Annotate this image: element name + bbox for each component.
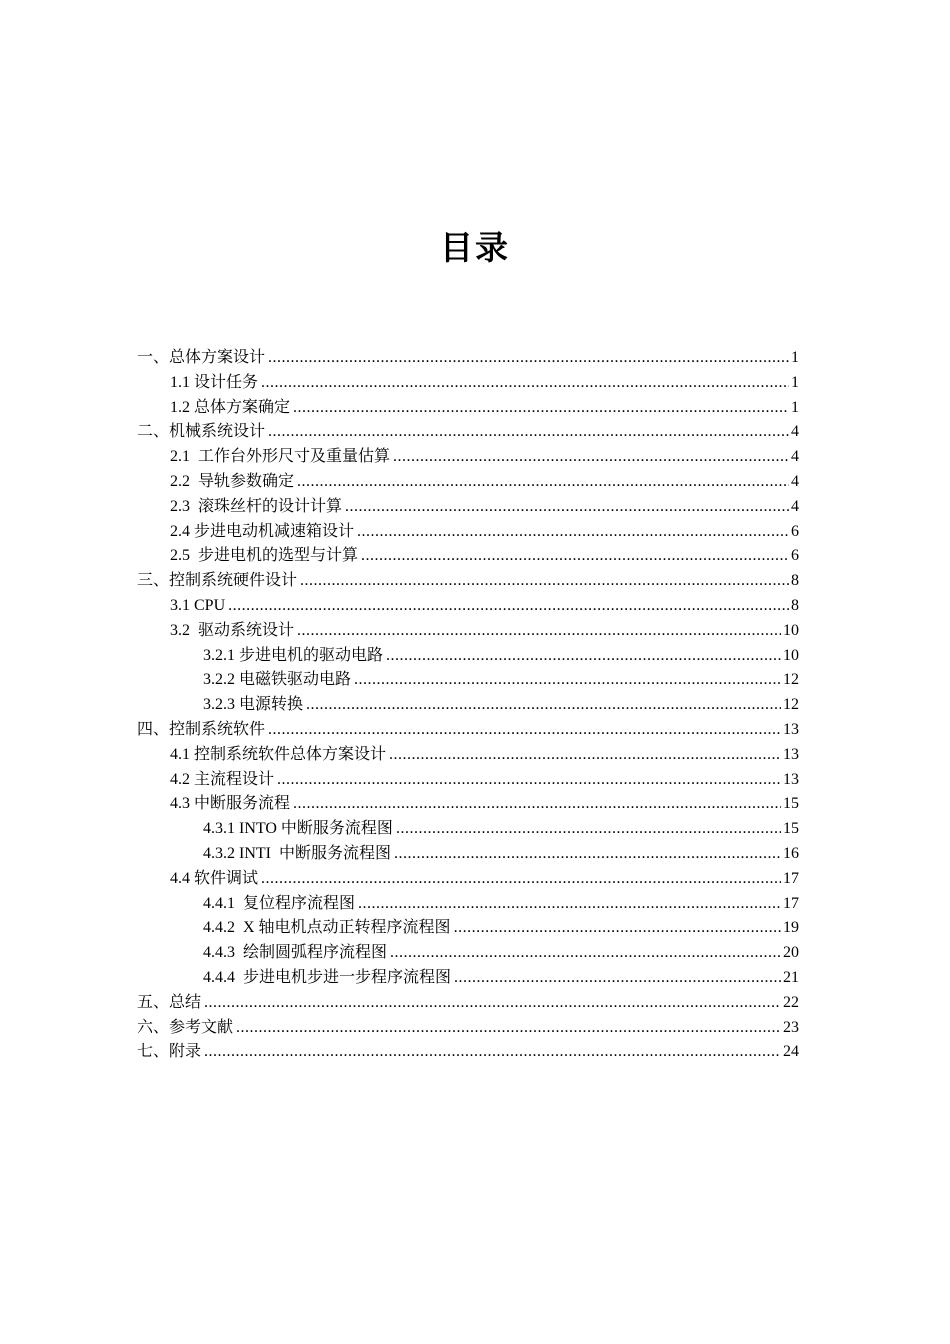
toc-entry[interactable] — [137, 743, 799, 768]
toc-leader-dots — [357, 520, 789, 545]
toc-entry-page-number: 16 — [783, 844, 799, 862]
toc-entry-label: 3.2 驱动系统设计 — [170, 621, 295, 639]
toc-entry-page-number: 13 — [783, 770, 799, 788]
toc-entry-page-number: 4 — [791, 448, 799, 466]
toc-leader-dots — [268, 420, 789, 445]
toc-entry[interactable] — [137, 619, 799, 644]
toc-entry-label: 2.5 步进电机的选型与计算 — [170, 547, 359, 565]
toc-entry-page-number: 4 — [791, 497, 799, 515]
toc-entry[interactable] — [137, 420, 799, 445]
toc-entry-label: 3.2.3 电源转换 — [203, 696, 304, 714]
toc-leader-dots — [306, 693, 781, 718]
page-title: 目录 — [440, 228, 510, 267]
toc-entry-label: 六、参考文献 — [137, 1018, 234, 1036]
toc-leader-dots — [293, 396, 789, 421]
toc-entry-page-number: 1 — [791, 398, 799, 416]
toc-leader-dots — [394, 842, 781, 867]
toc-entry-label: 4.1 控制系统软件总体方案设计 — [170, 745, 387, 763]
toc-entry[interactable] — [137, 867, 799, 892]
toc-leader-dots — [293, 792, 781, 817]
toc-entry[interactable] — [137, 1040, 799, 1065]
toc-entry[interactable] — [137, 941, 799, 966]
toc-leader-dots — [297, 619, 781, 644]
toc-entry-page-number: 4 — [791, 423, 799, 441]
toc-entry-page-number: 15 — [783, 795, 799, 813]
toc-entry-label: 4.2 主流程设计 — [170, 770, 275, 788]
toc-entry-label: 2.4 步进电动机减速箱设计 — [170, 522, 355, 540]
toc-entry-page-number: 15 — [783, 820, 799, 838]
toc-entry-page-number: 20 — [783, 944, 799, 962]
toc-leader-dots — [268, 718, 781, 743]
toc-entry[interactable] — [137, 966, 799, 991]
toc-entry-page-number: 24 — [783, 1043, 799, 1061]
toc-entry-page-number: 23 — [783, 1018, 799, 1036]
toc-leader-dots — [228, 594, 789, 619]
toc-entry-page-number: 6 — [791, 522, 799, 540]
toc-leader-dots — [454, 916, 781, 941]
toc-leader-dots — [261, 867, 781, 892]
toc-entry-label: 3.2.2 电磁铁驱动电路 — [203, 671, 352, 689]
toc-entry-label: 4.3.1 INTO 中断服务流程图 — [203, 820, 393, 838]
toc-entry-label: 4.4.3 绘制圆弧程序流程图 — [203, 944, 388, 962]
toc-entry[interactable] — [137, 991, 799, 1016]
toc-leader-dots — [358, 892, 781, 917]
toc-entry[interactable] — [137, 1016, 799, 1041]
toc-leader-dots — [204, 1040, 781, 1065]
toc-entry-label: 4.3 中断服务流程 — [170, 795, 291, 813]
toc-entry-page-number: 10 — [783, 646, 799, 664]
toc-entry-label: 1.2 总体方案确定 — [170, 398, 291, 416]
toc-leader-dots — [268, 346, 789, 371]
toc-leader-dots — [277, 768, 781, 793]
toc-leader-dots — [390, 941, 781, 966]
toc-leader-dots — [389, 743, 781, 768]
toc-entry[interactable] — [137, 594, 799, 619]
toc-entry-label: 4.4.1 复位程序流程图 — [203, 894, 356, 912]
toc-entry-label: 1.1 设计任务 — [170, 373, 259, 391]
toc-leader-dots — [393, 445, 789, 470]
toc-entry-label: 2.2 导轨参数确定 — [170, 472, 295, 490]
toc-entry-page-number: 13 — [783, 745, 799, 763]
toc-entry-page-number: 17 — [783, 869, 799, 887]
toc-entry[interactable] — [137, 693, 799, 718]
toc-entry-page-number: 12 — [783, 696, 799, 714]
toc-entry-label: 4.3.2 INTI 中断服务流程图 — [203, 844, 391, 862]
toc-entry-label: 三、控制系统硬件设计 — [137, 572, 298, 590]
toc-leader-dots — [386, 644, 781, 669]
toc-entry-label: 4.4.4 步进电机步进一步程序流程图 — [203, 968, 452, 986]
toc-entry-page-number: 13 — [783, 720, 799, 738]
toc-entry[interactable] — [137, 668, 799, 693]
toc-entry-label: 4.4.2 X 轴电机点动正转程序流程图 — [203, 919, 451, 937]
toc-entry-label: 二、机械系统设计 — [137, 423, 266, 441]
toc-leader-dots — [204, 991, 781, 1016]
toc-entry[interactable] — [137, 470, 799, 495]
toc-entry[interactable] — [137, 892, 799, 917]
toc-leader-dots — [361, 544, 789, 569]
toc-entry-page-number: 22 — [783, 993, 799, 1011]
toc-leader-dots — [354, 668, 781, 693]
toc-leader-dots — [454, 966, 781, 991]
toc-entry[interactable] — [137, 842, 799, 867]
toc-leader-dots — [345, 495, 789, 520]
toc-entry-page-number: 21 — [783, 968, 799, 986]
toc-entry[interactable] — [137, 520, 799, 545]
toc-entry[interactable] — [137, 346, 799, 371]
toc-leader-dots — [297, 470, 789, 495]
toc-entry-page-number: 19 — [783, 919, 799, 937]
toc-entry[interactable] — [137, 569, 799, 594]
table-of-contents — [137, 346, 799, 1065]
toc-entry[interactable] — [137, 817, 799, 842]
toc-entry[interactable] — [137, 495, 799, 520]
toc-entry[interactable] — [137, 768, 799, 793]
toc-entry-label: 3.1 CPU — [170, 596, 226, 614]
toc-entry-page-number: 1 — [791, 349, 799, 366]
toc-entry-label: 2.1 工作台外形尺寸及重量估算 — [170, 448, 391, 466]
toc-entry[interactable] — [137, 718, 799, 743]
toc-entry[interactable] — [137, 644, 799, 669]
toc-entry-label: 七、附录 — [137, 1043, 202, 1061]
toc-entry-page-number: 8 — [791, 596, 799, 614]
toc-entry-label: 五、总结 — [137, 993, 202, 1011]
toc-leader-dots — [300, 569, 789, 594]
toc-leader-dots — [396, 817, 781, 842]
toc-entry[interactable] — [137, 396, 799, 421]
toc-entry-page-number: 1 — [791, 373, 799, 391]
toc-entry-label: 2.3 滚珠丝杆的设计计算 — [170, 497, 343, 515]
toc-entry-label: 一、总体方案设计 — [137, 349, 266, 366]
toc-entry[interactable] — [137, 445, 799, 470]
toc-leader-dots — [236, 1016, 781, 1041]
toc-entry[interactable] — [137, 544, 799, 569]
toc-entry-page-number: 12 — [783, 671, 799, 689]
toc-entry-label: 4.4 软件调试 — [170, 869, 259, 887]
toc-entry-page-number: 8 — [791, 572, 799, 590]
toc-entry-page-number: 4 — [791, 472, 799, 490]
toc-leader-dots — [261, 371, 789, 396]
toc-entry[interactable] — [137, 792, 799, 817]
toc-entry-page-number: 6 — [791, 547, 799, 565]
toc-entry[interactable] — [137, 371, 799, 396]
toc-entry-label: 四、控制系统软件 — [137, 720, 266, 738]
toc-entry-page-number: 10 — [783, 621, 799, 639]
toc-entry[interactable] — [137, 916, 799, 941]
toc-entry-page-number: 17 — [783, 894, 799, 912]
toc-entry-label: 3.2.1 步进电机的驱动电路 — [203, 646, 384, 664]
